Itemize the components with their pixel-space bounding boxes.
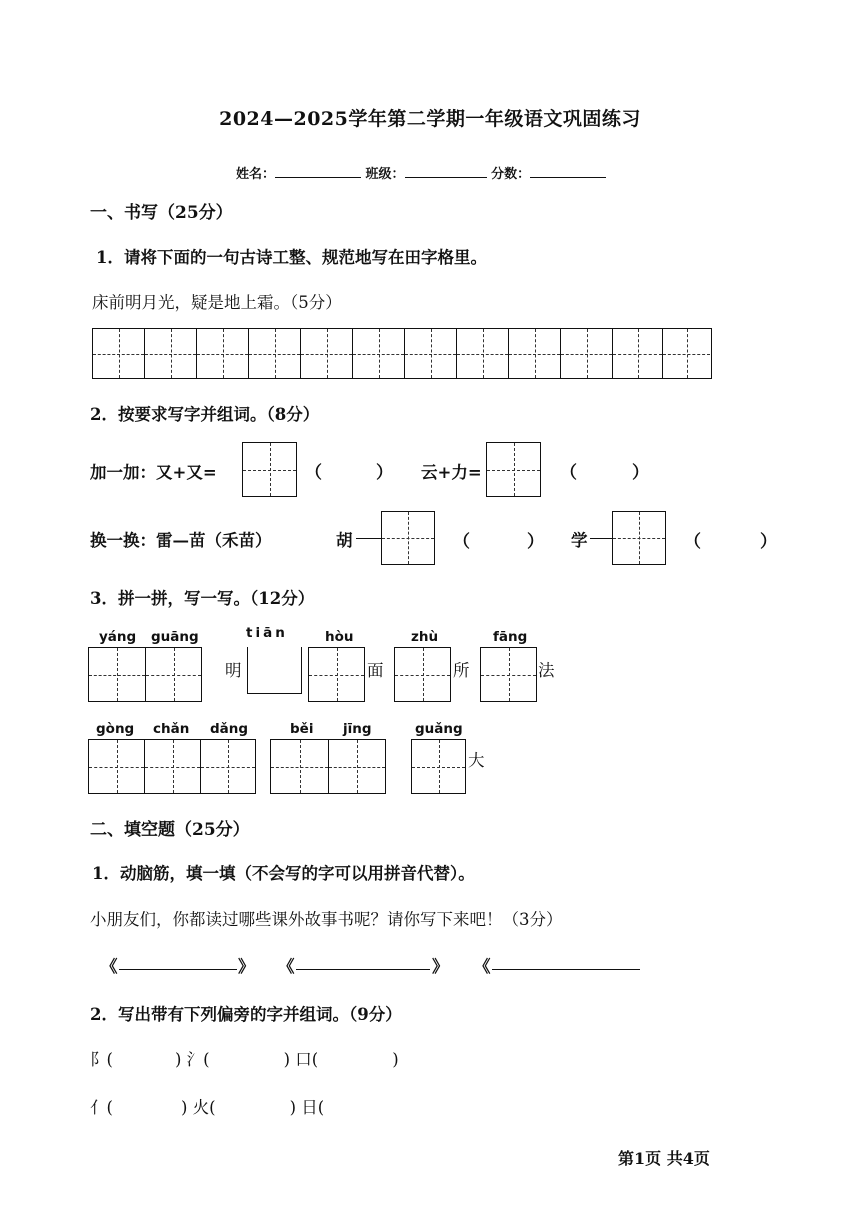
- tianzige-guang[interactable]: [411, 739, 466, 794]
- pinyin-label: chǎn: [153, 721, 190, 737]
- book-blank-1[interactable]: [119, 969, 237, 970]
- question-2-1-text: 1．动脑筋，填一填（不会写的字可以用拼音代替）。: [92, 864, 475, 883]
- char-mian: 面: [367, 661, 384, 680]
- pinyin-label: guǎng: [415, 721, 463, 737]
- radical-item: 亻( ) 火( ) 日(: [90, 1098, 325, 1117]
- score-label: 分数：: [491, 167, 531, 182]
- dash-line: [590, 538, 612, 539]
- pinyin-label: yáng: [99, 629, 137, 645]
- book-close: 》: [432, 957, 449, 976]
- pinyin-label: hòu: [325, 629, 354, 645]
- tianzige-swap-2[interactable]: [612, 511, 666, 565]
- tianzige-gongchandang[interactable]: [88, 739, 256, 794]
- swap-char-xue: 学: [571, 531, 588, 550]
- box-tian[interactable]: [247, 647, 302, 694]
- paren-close: ）: [632, 463, 649, 483]
- paren-close: ）: [527, 532, 544, 552]
- paren-close: ）: [760, 532, 777, 552]
- char-suo: 所: [453, 661, 470, 680]
- page-title: 2024—2025学年第二学期一年级语文巩固练习: [219, 108, 641, 130]
- paren-close: ）: [376, 463, 393, 483]
- tianzige-hou[interactable]: [308, 647, 365, 702]
- add-label: 加一加：又+又=: [90, 463, 217, 482]
- paren-open: （: [305, 463, 322, 483]
- paren-open: （: [560, 463, 577, 483]
- char-ming: 明: [225, 661, 242, 680]
- page-number: 第1页 共4页: [618, 1149, 710, 1168]
- pinyin-label: jīng: [343, 721, 372, 737]
- pinyin-label: fāng: [493, 629, 528, 645]
- tianzige-add-1[interactable]: [242, 442, 297, 497]
- question-1-text: 1．请将下面的一句古诗工整、规范地写在田字格里。: [96, 248, 487, 267]
- char-fa: 法: [538, 661, 555, 680]
- books-prompt: 小朋友们，你都读过哪些课外故事书呢？请你写下来吧！（3分）: [90, 910, 563, 929]
- radical-item: 阝( ) 氵( ) 口( ): [90, 1050, 399, 1069]
- pinyin-label: guāng: [151, 629, 199, 645]
- score-blank[interactable]: [530, 165, 606, 178]
- class-label: 班级：: [365, 167, 405, 182]
- class-blank[interactable]: [405, 165, 487, 178]
- student-info-line: [236, 163, 606, 182]
- tianzige-row-poem[interactable]: [92, 328, 712, 379]
- add-label-2: 云+力=: [421, 463, 482, 482]
- name-blank[interactable]: [275, 165, 361, 178]
- book-blank-3[interactable]: [492, 969, 640, 970]
- book-close: 》: [238, 957, 255, 976]
- pinyin-label: běi: [290, 721, 314, 737]
- tianzige-zhu[interactable]: [394, 647, 451, 702]
- pinyin-label: dǎng: [210, 721, 249, 737]
- pinyin-label: gòng: [96, 721, 135, 737]
- swap-char-hu: 胡: [336, 531, 353, 550]
- book-open: 《: [101, 957, 118, 976]
- section-heading-writing: 一、书写（25分）: [90, 203, 233, 223]
- book-blank-2[interactable]: [296, 969, 430, 970]
- question-2-2-text: 2．写出带有下列偏旁的字并组词。（9分）: [90, 1005, 402, 1024]
- dash-line: [356, 538, 382, 539]
- section-heading-fill-in: 二、填空题（25分）: [90, 820, 250, 840]
- char-da: 大: [468, 751, 485, 770]
- tianzige-add-2[interactable]: [486, 442, 541, 497]
- tianzige-beijing[interactable]: [270, 739, 386, 794]
- tianzige-yangguang[interactable]: [88, 647, 202, 702]
- book-open: 《: [474, 957, 491, 976]
- pinyin-label: zhù: [411, 629, 439, 645]
- swap-label: 换一换：雷—苗（禾苗）: [90, 531, 272, 550]
- paren-open: （: [453, 532, 470, 552]
- name-label: 姓名：: [236, 167, 276, 182]
- tianzige-swap-1[interactable]: [381, 511, 435, 565]
- question-3-text: 3．拼一拼，写一写。（12分）: [90, 589, 315, 608]
- poem-line: 床前明月光，疑是地上霜。（5分）: [92, 293, 342, 312]
- paren-open: （: [684, 532, 701, 552]
- tianzige-fang[interactable]: [480, 647, 537, 702]
- pinyin-label: tiān: [246, 625, 288, 641]
- question-2-text: 2．按要求写字并组词。（8分）: [90, 405, 320, 424]
- book-open: 《: [278, 957, 295, 976]
